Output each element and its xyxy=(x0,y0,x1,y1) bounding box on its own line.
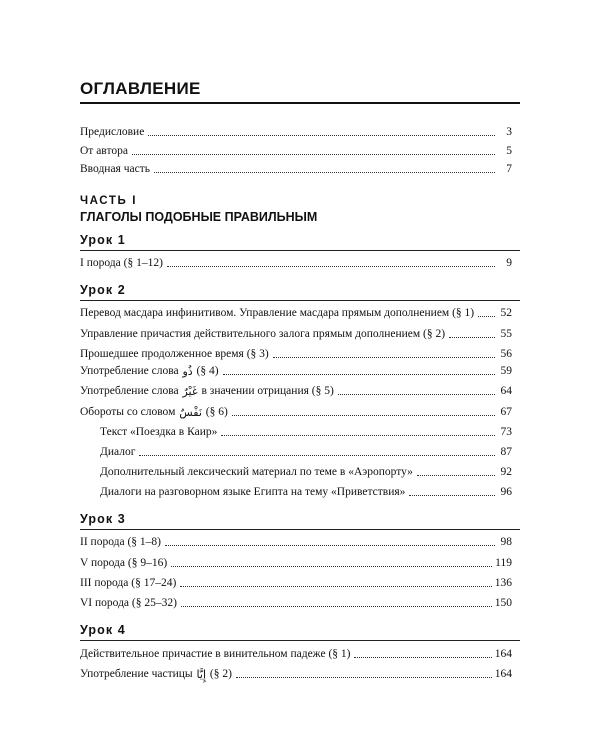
toc-entry-page: 96 xyxy=(500,486,512,498)
toc-entry-page: 119 xyxy=(495,557,512,569)
part-label: ЧАСТЬ I xyxy=(80,195,137,207)
toc-entry-title-prefix: Употребление слова xyxy=(80,385,182,397)
dot-leader xyxy=(223,374,495,375)
lesson-heading: Урок 1 xyxy=(80,233,126,247)
toc-entry-title: VI порода (§ 25–32) xyxy=(80,597,177,609)
toc-entry-title-prefix: Обороты со словом xyxy=(80,406,179,418)
toc-entry-title: II порода (§ 1–8) xyxy=(80,536,161,548)
toc-entry-page: 164 xyxy=(494,668,512,680)
toc-entry xyxy=(80,255,512,270)
toc-entry-title: III порода (§ 17–24) xyxy=(80,577,177,589)
toc-entry-title: Текст «Поездка в Каир» xyxy=(100,426,218,438)
part-title: ГЛАГОЛЫ ПОДОБНЫЕ ПРАВИЛЬНЫМ xyxy=(80,210,318,224)
toc-entry xyxy=(80,534,512,549)
toc-entry xyxy=(80,666,512,681)
toc-entry-page: 55 xyxy=(500,328,512,340)
dot-leader xyxy=(236,677,492,678)
toc-entry-title: Управление причастия действительного залога прямым дополнением (§ 2) xyxy=(80,328,446,340)
toc-subentry xyxy=(100,484,512,499)
lesson-divider xyxy=(80,640,520,641)
dot-leader xyxy=(171,566,492,567)
toc-entry-page: 92 xyxy=(500,466,512,478)
arabic-word: غَيْرٌ xyxy=(182,385,198,398)
toc-entry-title: Диалоги на разговорном языке Египта на тему «Приветствия» xyxy=(100,486,406,498)
arabic-word: إِيَّا xyxy=(196,668,207,681)
dot-leader xyxy=(132,154,495,155)
toc-entry-page: 87 xyxy=(500,446,512,458)
toc-entry-title: Дополнительный лексический материал по теме в «Аэропорту» xyxy=(100,466,413,478)
dot-leader xyxy=(232,415,495,416)
dot-leader xyxy=(139,455,495,456)
arabic-word: نَفْسٌ xyxy=(179,406,202,419)
lesson-divider xyxy=(80,250,520,251)
toc-entry-title-suffix: (§ 4) xyxy=(193,365,219,377)
title-underline xyxy=(80,102,520,104)
dot-leader xyxy=(221,435,495,436)
dot-leader xyxy=(354,657,491,658)
toc-entry-title-suffix: (§ 6) xyxy=(202,406,228,418)
lesson-heading: Урок 2 xyxy=(80,283,126,297)
toc-entry-preface xyxy=(80,124,512,139)
dot-leader xyxy=(165,545,495,546)
toc-entry xyxy=(80,646,512,661)
toc-entry-page: 64 xyxy=(500,385,512,397)
dot-leader xyxy=(167,266,495,267)
toc-entry xyxy=(80,305,512,320)
toc-entry-page: 7 xyxy=(506,163,512,175)
toc-entry-title-suffix: (§ 2) xyxy=(207,668,232,680)
toc-entry xyxy=(80,363,512,378)
dot-leader xyxy=(273,357,495,358)
toc-entry xyxy=(80,595,512,610)
toc-entry xyxy=(80,575,512,590)
lesson-heading: Урок 3 xyxy=(80,512,126,526)
toc-entry-title: Диалог xyxy=(100,446,136,458)
toc-entry xyxy=(80,383,512,398)
toc-entry-title-prefix: Употребление слова xyxy=(80,365,182,377)
toc-entry-title-suffix: в значении отрицания (§ 5) xyxy=(198,385,334,397)
toc-entry-title: Перевод масдара инфинитивом. Управление масдара прямым дополнением (§ 1) xyxy=(80,307,475,319)
toc-entry-introduction xyxy=(80,161,512,176)
toc-entry-page: 5 xyxy=(506,145,512,157)
toc-entry-title: V порода (§ 9–16) xyxy=(80,557,168,569)
toc-entry-title: I порода (§ 1–12) xyxy=(80,257,163,269)
lesson-divider xyxy=(80,300,520,301)
toc-entry-page: 98 xyxy=(500,536,512,548)
toc-entry xyxy=(80,326,512,341)
toc-entry-page: 56 xyxy=(500,348,512,360)
toc-entry-page: 9 xyxy=(506,257,512,269)
dot-leader xyxy=(181,606,492,607)
arabic-word: ذُو xyxy=(182,365,193,378)
toc-entry-title: Вводная часть xyxy=(80,163,150,175)
toc-entry xyxy=(80,346,512,361)
toc-entry-page: 52 xyxy=(500,307,512,319)
toc-entry xyxy=(80,404,512,419)
toc-subentry xyxy=(100,464,512,479)
toc-entry-title: От автора xyxy=(80,145,128,157)
dot-leader xyxy=(417,475,495,476)
dot-leader xyxy=(409,495,495,496)
dot-leader xyxy=(338,394,495,395)
toc-entry-page: 73 xyxy=(500,426,512,438)
dot-leader xyxy=(478,316,495,317)
toc-entry-title: Действительное причастие в винительном падеже (§ 1) xyxy=(80,648,351,660)
dot-leader xyxy=(449,337,495,338)
toc-entry-page: 3 xyxy=(506,126,512,138)
toc-subentry xyxy=(100,444,512,459)
dot-leader xyxy=(180,586,491,587)
toc-entry-title: Прошедшее продолженное время (§ 3) xyxy=(80,348,269,360)
toc-entry-from-author xyxy=(80,143,512,158)
toc-entry-page: 67 xyxy=(500,406,512,418)
dot-leader xyxy=(148,135,495,136)
toc-entry xyxy=(80,555,512,570)
toc-entry-page: 59 xyxy=(500,365,512,377)
toc-subentry xyxy=(100,424,512,439)
toc-entry-page: 136 xyxy=(494,577,512,589)
toc-entry-page: 164 xyxy=(494,648,512,660)
lesson-heading: Урок 4 xyxy=(80,623,126,637)
toc-entry-title: Предисловие xyxy=(80,126,145,138)
toc-entry-title-prefix: Употребление частицы xyxy=(80,668,196,680)
dot-leader xyxy=(154,172,495,173)
toc-entry-page: 150 xyxy=(494,597,512,609)
lesson-divider xyxy=(80,529,520,530)
page-title: ОГЛАВЛЕНИЕ xyxy=(80,79,201,98)
